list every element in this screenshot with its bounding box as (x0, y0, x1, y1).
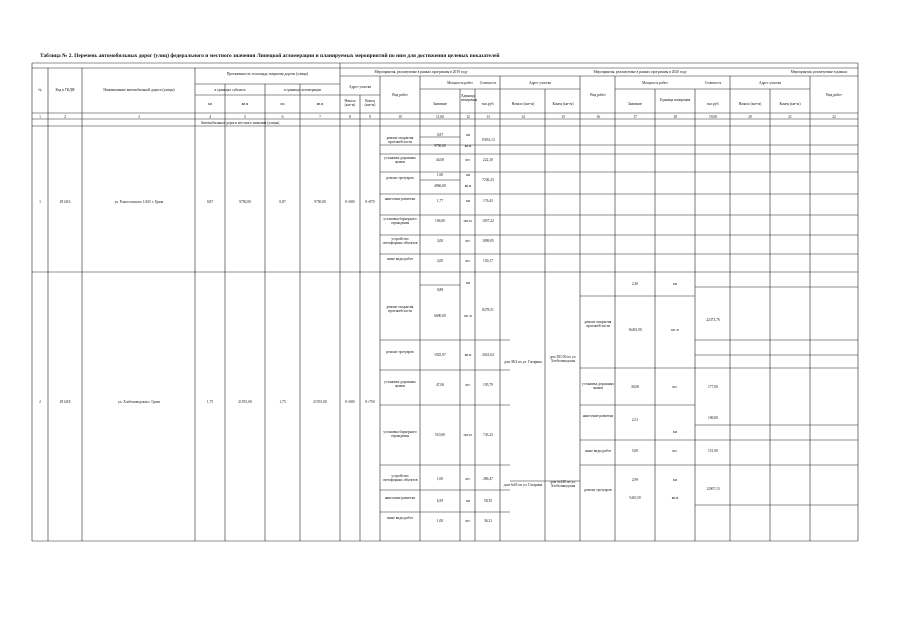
column-number: 13 (486, 114, 490, 119)
work-unit: шт. (465, 239, 471, 243)
column-number: 22 (832, 114, 836, 119)
work-cost: 195,79 (483, 383, 493, 387)
work-value: 2,51 (631, 418, 639, 422)
header-thousand-rub2: тыс.руб. (706, 102, 720, 106)
work-value: 2,99 (631, 478, 639, 482)
work-cost: 22373,76 (706, 318, 720, 322)
header-end3: Конец (км+м) (779, 102, 801, 106)
column-number: 15 (561, 114, 565, 119)
work-unit: кв.м (464, 184, 472, 188)
work-unit: шт. (465, 158, 471, 162)
header-end2: Конец (км+м) (552, 102, 574, 106)
header-length-group: Протяженность и площадь покрытия дороги (улицы) (226, 72, 309, 76)
header-start: Начало (км+м) (344, 99, 356, 108)
header-start3: Начало (км+м) (738, 102, 762, 106)
header-2020-group: Мероприятия, реализуемые в рамках программы в 2020 году (593, 70, 687, 74)
work-type: установка дорожных знаков (582, 382, 614, 391)
row2-len1: 1,75 (206, 400, 214, 404)
work-value: 1,00 (436, 477, 444, 481)
work-value: 5,00 (631, 449, 639, 453)
row1-area1: 9750,00 (239, 200, 251, 204)
work-value: 2,30 (631, 282, 639, 286)
work-cost: 286,47 (483, 477, 493, 481)
work-type: установка барьерного ограждения (383, 217, 417, 226)
work-value: 4866,00 (434, 184, 446, 188)
work-unit: шт. (465, 259, 471, 263)
column-number: 11,00 (436, 114, 444, 119)
work-value: 1,77 (436, 199, 444, 203)
work-type: установка барьерного ограждения (383, 430, 417, 439)
header-in-borders: в границах субъекта (214, 88, 246, 92)
row1-name: ул. Рокоссовского 1/4б5 г. Грязи (114, 200, 164, 204)
work-value: 16401,00 (628, 328, 642, 332)
row1-code: 291416 (59, 200, 71, 204)
work-type: установка дорожных знаков (384, 156, 416, 165)
work-unit: км (672, 430, 678, 434)
work-type: устройство светофорных объектов (382, 237, 418, 246)
header-work-type2: Вид работ (590, 93, 606, 97)
header-value: Значение (432, 102, 448, 106)
column-number: 17 (633, 114, 637, 119)
table-title: Таблица № 2. Перечень автомобильных дорог (улиц) федерального и местного значения Липецкой агломерации и планируемых мероприятий по ним для достижения целевых показателей (40, 53, 500, 59)
row1-num: 1 (39, 200, 41, 204)
column-number: 8 (349, 114, 351, 119)
work-unit: км (672, 282, 678, 286)
work-cost: 8278,51 (482, 308, 494, 312)
column-number: 20 (748, 114, 752, 119)
section-title: Автомобильные дороги местного значения (улицы) (200, 121, 280, 125)
row2-num: 2 (39, 400, 41, 404)
work-cost: 743,23 (483, 433, 493, 437)
work-unit: пог.м. (463, 219, 473, 223)
column-number: 1 (39, 114, 41, 119)
work-type: устройство светофорных объектов (382, 474, 418, 483)
work-value: 0,88 (436, 288, 444, 292)
work-unit: шт. (672, 449, 678, 453)
header-value2: Значение (627, 102, 643, 106)
column-number: 18 (673, 114, 677, 119)
row2-addr-b-end: дом №146 по ул. Хлебозаводская (550, 480, 576, 489)
row2-code: 291418 (59, 400, 71, 404)
work-unit: кв. м (464, 314, 472, 318)
work-value: 1,60 (436, 173, 444, 177)
header-unit: Единица измерения (461, 94, 478, 103)
work-type: ремонт покрытия проезжей части (584, 320, 612, 329)
header-km: км (207, 102, 213, 106)
work-cost: 1057,22 (482, 219, 494, 223)
work-type: ремонт тротуаров (584, 488, 612, 492)
work-unit: км (465, 133, 471, 137)
work-value: 30,00 (630, 385, 640, 389)
work-cost: 151,00 (708, 449, 718, 453)
header-end: Конец (км+м) (364, 99, 376, 108)
work-unit: пог.м. (463, 433, 473, 437)
column-number: 3 (138, 114, 140, 119)
header-thousand-rub: тыс.руб. (481, 102, 495, 106)
work-type: ремонт тротуаров (386, 350, 414, 354)
column-number: 9 (369, 114, 371, 119)
work-cost: 12007,13 (706, 487, 720, 491)
column-number: 19,00 (708, 114, 718, 119)
work-value: 9750,00 (434, 144, 446, 148)
header-sqm: кв.м (241, 102, 249, 106)
work-unit: кв. м (671, 328, 679, 332)
work-value: 1925,97 (434, 353, 446, 357)
work-value: 2,00 (436, 259, 444, 263)
work-cost: 176,43 (483, 199, 493, 203)
work-type: иные виды работ (386, 257, 414, 261)
work-unit: км (672, 478, 678, 482)
header-addr: Адрес участка (348, 85, 372, 89)
row1-area2: 9750,00 (314, 200, 326, 204)
row2-end: 0+750 (365, 400, 375, 404)
row1-start: 0+000 (345, 200, 355, 204)
row2-name: ул. Хлебозаводская г. Грязи (118, 400, 160, 404)
header-cost2: Стоимость (704, 81, 722, 85)
work-value: 3,00 (436, 239, 444, 243)
work-cost: 222,10 (483, 158, 493, 162)
work-type: иные виды работ (584, 449, 612, 453)
work-cost: 58,35 (483, 499, 493, 503)
header-addr3: Адрес участка (758, 81, 782, 85)
work-value: 44,00 (435, 158, 445, 162)
work-type: ремонт покрытия проезжей части (386, 136, 414, 145)
column-number: 6 (281, 114, 284, 119)
work-value: 510,00 (435, 433, 445, 437)
column-number: 5 (244, 114, 246, 119)
row2-addr-a-start: дом 38/4 по ул. Гагарина (504, 360, 542, 364)
row2-addr-b-start: дом №65 по ул. Гагарина (503, 483, 543, 487)
header-name: Наименование автомобильной дороги (улицы) (103, 88, 175, 92)
row2-addr-a-end: дом 38/150 по ул. Хлебозаводская (549, 355, 577, 364)
work-unit: кв.м (464, 353, 472, 357)
header-num: № (38, 88, 42, 92)
work-unit: шт. (465, 519, 471, 523)
work-value: 1,00 (436, 519, 444, 523)
work-type: нанесение разметки (384, 496, 416, 500)
row2-start: 0+000 (345, 400, 355, 404)
row1-end: 0+870 (365, 200, 375, 204)
work-type: нанесение разметки (582, 414, 614, 418)
work-value: 47,00 (435, 383, 445, 387)
work-type: установка дорожных знаков (384, 380, 416, 389)
header-addr2: Адрес участка (528, 81, 552, 85)
column-number: 4 (209, 114, 211, 119)
work-unit: км (465, 199, 471, 203)
work-type: ремонт тротуаров (386, 176, 414, 180)
header-sqm2: кв.м (316, 102, 324, 106)
work-unit: шт. (465, 477, 471, 481)
header-km2: км (280, 102, 285, 106)
work-value: 0,87 (436, 133, 444, 137)
work-cost: 15033,13 (481, 138, 495, 142)
work-type: ремонт покрытия проезжей части (386, 305, 414, 314)
work-cost: 2041,64 (482, 353, 494, 357)
column-number: 2 (64, 114, 66, 119)
work-type: нанесение разметки (384, 197, 416, 201)
work-cost: 36,21 (483, 519, 493, 523)
work-cost: 7236,23 (482, 178, 494, 182)
column-number: 10 (398, 114, 402, 119)
work-value: 6,59 (436, 499, 444, 503)
work-value: 5410,50 (629, 496, 641, 500)
header-code: Код в ГКДФ (55, 88, 75, 92)
work-cost: 150,17 (483, 259, 493, 263)
work-cost: 100,00 (708, 416, 718, 420)
work-value: 6690,00 (434, 314, 446, 318)
header-2021-group: Мероприятия, реализуемые в рамках (790, 70, 848, 74)
row2-len2: 1,75 (279, 400, 286, 404)
work-value: 106,00 (435, 219, 445, 223)
header-work-type3: Вид работ (826, 93, 842, 97)
work-unit: шт. (465, 383, 471, 387)
column-number: 12 (466, 114, 470, 119)
column-number: 16 (596, 114, 600, 119)
column-number: 7 (319, 114, 321, 119)
work-unit: км (465, 173, 471, 177)
work-type: иные виды работ (386, 516, 414, 520)
header-work-type: Вид работ (392, 93, 408, 97)
header-start2: Начало (км+м) (511, 102, 535, 106)
work-unit: кв.м (671, 496, 679, 500)
header-unit2: Единица измерения (659, 98, 691, 102)
header-in-aglo: в границах агломерации (284, 88, 321, 92)
work-unit: км (465, 281, 471, 285)
header-2019-group: Мероприятия, реализуемые в рамках программы в 2019 году (374, 70, 468, 74)
row2-area1: 21591,00 (238, 400, 252, 404)
work-cost: 1809,85 (482, 239, 494, 243)
work-unit: шт. (672, 385, 678, 389)
work-cost: 177,00 (708, 385, 718, 389)
row2-area2: 21591,00 (313, 400, 327, 404)
work-unit: км (465, 499, 471, 503)
header-cost: Стоимость (479, 81, 497, 85)
column-number: 21 (788, 114, 792, 119)
row1-len1: 0,87 (206, 200, 214, 204)
column-number: 14 (521, 114, 525, 119)
row1-len2: 0,87 (279, 200, 286, 204)
work-unit: кв.м (464, 144, 472, 148)
header-capacity2: Мощность работ (642, 81, 668, 85)
header-capacity: Мощность работ (447, 81, 473, 85)
